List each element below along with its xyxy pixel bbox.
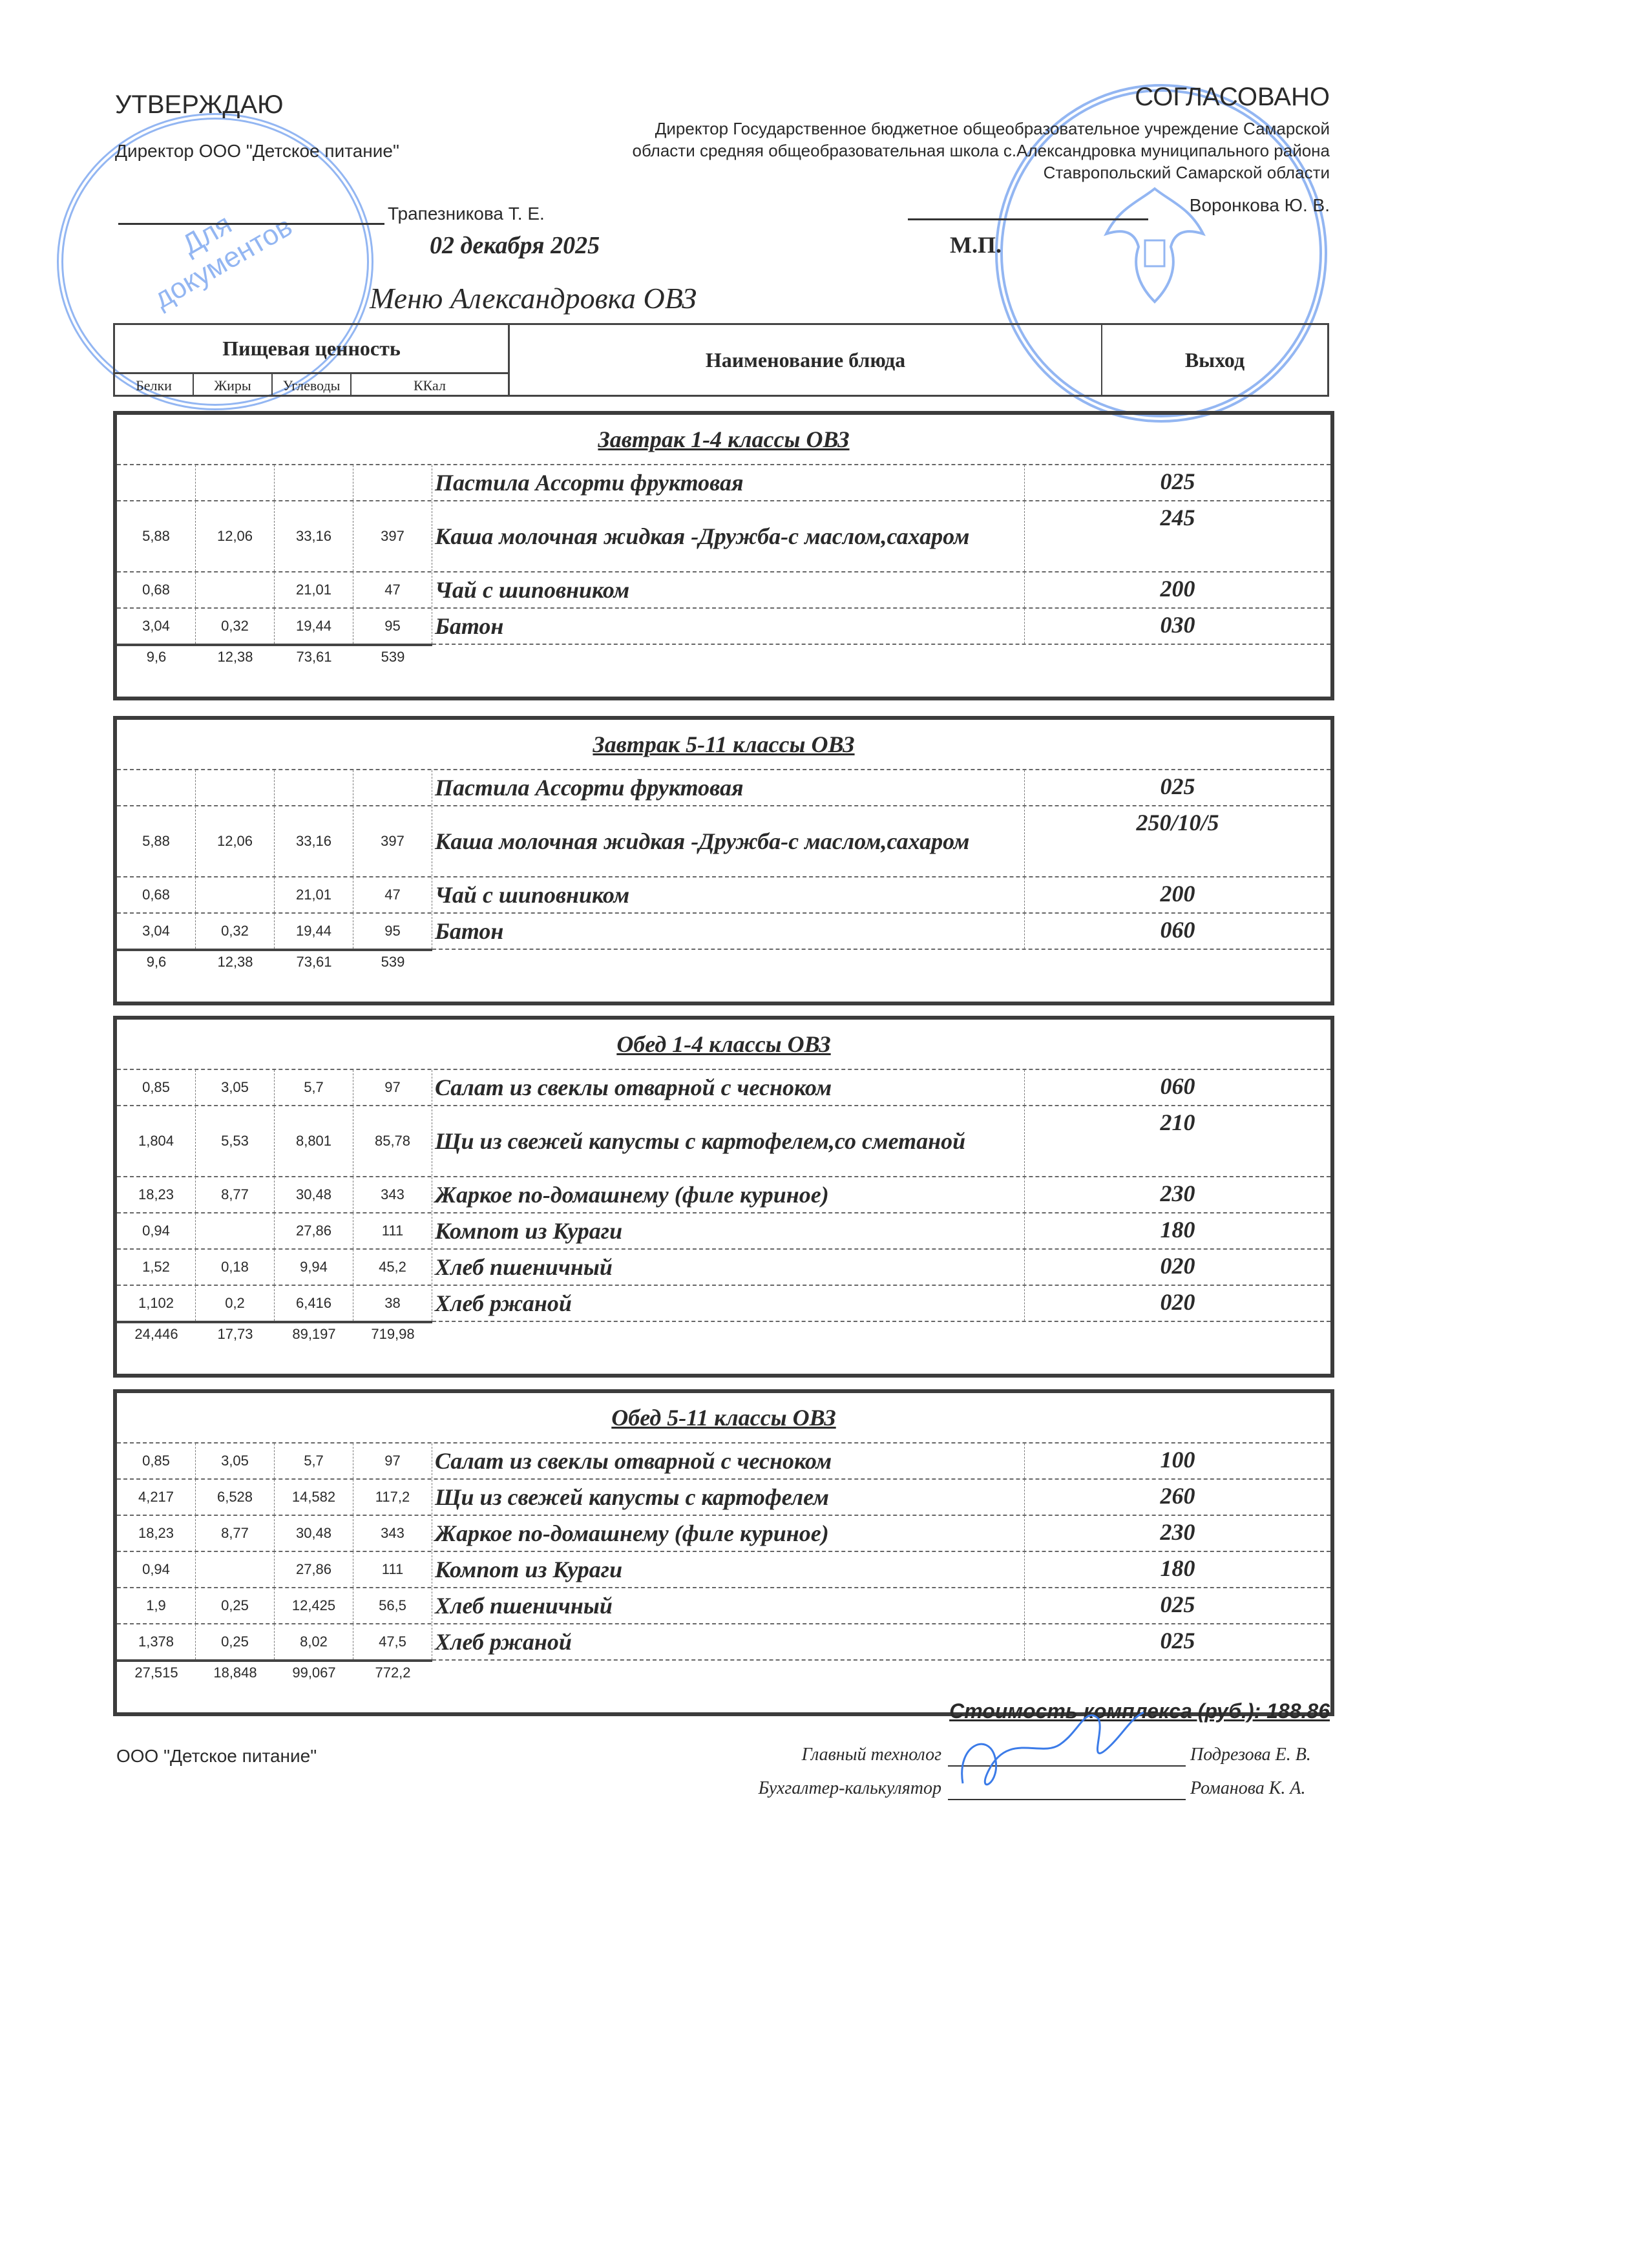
cell-fats xyxy=(196,1552,275,1587)
agreement-signature-line xyxy=(908,218,1148,220)
header-carbs: Углеводы xyxy=(273,374,352,397)
cell-carbs: 30,48 xyxy=(275,1516,353,1551)
agreement-name: Воронкова Ю. В. xyxy=(1189,195,1330,215)
total-kcal: 772,2 xyxy=(375,1664,411,1681)
total-carbs: 89,197 xyxy=(292,1326,336,1342)
table-row xyxy=(117,1069,1330,1105)
agreement-heading: СОГЛАСОВАНО xyxy=(1135,83,1330,111)
cell-fats: 0,18 xyxy=(196,1250,275,1285)
section-title xyxy=(117,1393,1330,1442)
cell-output: 030 xyxy=(1160,612,1195,638)
total-kcal: 719,98 xyxy=(371,1326,415,1342)
table-row xyxy=(117,1551,1330,1587)
cell-fats xyxy=(196,877,275,912)
cell-proteins: 0,94 xyxy=(117,1552,196,1587)
cell-fats: 12,06 xyxy=(196,501,275,571)
cell-dish-name: Хлеб ржаной xyxy=(432,1286,1025,1321)
cell-kcal xyxy=(353,465,432,500)
total-fats: 12,38 xyxy=(217,954,253,970)
cell-kcal: 47 xyxy=(353,572,432,607)
cell-output: 025 xyxy=(1160,773,1195,799)
table-row xyxy=(117,1176,1330,1212)
cell-kcal: 111 xyxy=(353,1213,432,1248)
cell-proteins: 1,102 xyxy=(117,1286,196,1321)
signature-scribble-icon xyxy=(950,1693,1157,1822)
cell-proteins: 0,68 xyxy=(117,877,196,912)
cell-carbs: 5,7 xyxy=(275,1444,353,1478)
table-row xyxy=(117,1623,1330,1659)
table-row xyxy=(117,571,1330,607)
cell-kcal: 95 xyxy=(353,609,432,644)
total-carbs: 99,067 xyxy=(292,1664,336,1681)
cell-carbs: 19,44 xyxy=(275,914,353,949)
cell-proteins xyxy=(117,770,196,805)
section-title-text: Завтрак 1-4 классы ОВЗ xyxy=(598,426,850,452)
table-row xyxy=(117,1248,1330,1285)
header-dish: Наименование блюда xyxy=(510,325,1102,395)
header-nutrition: Пищевая ценность xyxy=(115,325,510,374)
footer-organization: ООО "Детское питание" xyxy=(116,1746,317,1766)
cell-carbs: 27,86 xyxy=(275,1213,353,1248)
cell-dish-name: Жаркое по-домашнему (филе куриное) xyxy=(432,1177,1025,1212)
approval-heading: УТВЕРЖДАЮ xyxy=(115,90,284,119)
cell-dish-name: Каша молочная жидкая -Дружба-с маслом,сахаром xyxy=(432,806,1025,876)
cell-fats: 0,25 xyxy=(196,1588,275,1623)
cell-carbs: 9,94 xyxy=(275,1250,353,1285)
cell-kcal xyxy=(353,770,432,805)
totals-row xyxy=(117,949,1330,1002)
meal-section xyxy=(113,716,1334,1005)
section-title-text: Завтрак 5-11 классы ОВЗ xyxy=(593,731,855,757)
cell-carbs: 5,7 xyxy=(275,1070,353,1105)
cell-dish-name: Хлеб пшеничный xyxy=(432,1588,1025,1623)
cell-dish-name: Щи из свежей капусты с картофелем,со сметаной xyxy=(432,1106,1025,1176)
cell-output: 250/10/5 xyxy=(1136,810,1219,835)
cell-carbs xyxy=(275,465,353,500)
table-row xyxy=(117,1442,1330,1478)
total-kcal: 539 xyxy=(381,649,405,665)
cell-proteins: 1,52 xyxy=(117,1250,196,1285)
total-fats: 12,38 xyxy=(217,649,253,665)
table-row xyxy=(117,500,1330,571)
accountant-label: Бухгалтер-калькулятор xyxy=(758,1778,941,1798)
cell-proteins: 0,68 xyxy=(117,572,196,607)
table-row xyxy=(117,912,1330,949)
totals-row xyxy=(117,644,1330,697)
cell-proteins: 18,23 xyxy=(117,1177,196,1212)
cell-output: 230 xyxy=(1160,1181,1195,1206)
section-title xyxy=(117,720,1330,769)
table-row xyxy=(117,1478,1330,1515)
total-fats: 17,73 xyxy=(217,1326,253,1342)
cell-fats: 5,53 xyxy=(196,1106,275,1176)
header-proteins: Белки xyxy=(115,374,194,397)
cell-carbs: 21,01 xyxy=(275,572,353,607)
total-proteins: 24,446 xyxy=(134,1326,178,1342)
total-proteins: 9,6 xyxy=(146,954,167,970)
cell-proteins: 3,04 xyxy=(117,609,196,644)
total-kcal: 539 xyxy=(381,954,405,970)
cell-kcal: 38 xyxy=(353,1286,432,1321)
column-header xyxy=(113,323,1329,397)
table-row xyxy=(117,805,1330,876)
header-output: Выход xyxy=(1184,348,1245,372)
cell-output: 200 xyxy=(1160,881,1195,907)
cell-proteins: 1,9 xyxy=(117,1588,196,1623)
total-fats: 18,848 xyxy=(213,1664,257,1681)
cell-proteins: 0,94 xyxy=(117,1213,196,1248)
cell-kcal: 397 xyxy=(353,806,432,876)
table-row xyxy=(117,1515,1330,1551)
total-proteins: 27,515 xyxy=(134,1664,178,1681)
cell-dish-name: Батон xyxy=(432,914,1025,949)
cell-output: 025 xyxy=(1160,468,1195,494)
seal-mark: М.П. xyxy=(950,232,1002,258)
cell-dish-name: Чай с шиповником xyxy=(432,877,1025,912)
cell-output: 025 xyxy=(1160,1628,1195,1654)
cell-kcal: 47,5 xyxy=(353,1624,432,1659)
cell-kcal: 47 xyxy=(353,877,432,912)
cell-proteins: 4,217 xyxy=(117,1480,196,1515)
approval-role: Директор ООО "Детское питание" xyxy=(115,141,399,161)
total-carbs: 73,61 xyxy=(296,954,332,970)
cell-kcal: 85,78 xyxy=(353,1106,432,1176)
cell-output: 060 xyxy=(1160,917,1195,943)
table-row xyxy=(117,464,1330,500)
meal-section xyxy=(113,411,1334,700)
approval-signature-line xyxy=(118,223,384,225)
technologist-label: Главный технолог xyxy=(801,1745,941,1765)
cell-fats: 6,528 xyxy=(196,1480,275,1515)
cell-kcal: 56,5 xyxy=(353,1588,432,1623)
totals-row xyxy=(117,1321,1330,1374)
approval-name: Трапезникова Т. Е. xyxy=(388,204,545,224)
table-row xyxy=(117,876,1330,912)
cell-fats xyxy=(196,465,275,500)
cell-fats xyxy=(196,770,275,805)
table-row xyxy=(117,769,1330,805)
cell-kcal: 343 xyxy=(353,1177,432,1212)
cell-output: 210 xyxy=(1160,1109,1195,1135)
technologist-name: Подрезова Е. В. xyxy=(1190,1745,1311,1765)
cell-dish-name: Компот из Кураги xyxy=(432,1213,1025,1248)
cell-carbs: 6,416 xyxy=(275,1286,353,1321)
cell-fats: 3,05 xyxy=(196,1444,275,1478)
cell-kcal: 97 xyxy=(353,1070,432,1105)
cell-fats: 0,25 xyxy=(196,1624,275,1659)
cell-kcal: 343 xyxy=(353,1516,432,1551)
meal-section xyxy=(113,1016,1334,1378)
cell-fats: 8,77 xyxy=(196,1516,275,1551)
page-title: Меню Александровка ОВЗ xyxy=(370,282,697,315)
cell-fats: 12,06 xyxy=(196,806,275,876)
section-title xyxy=(117,1020,1330,1069)
table-row xyxy=(117,1212,1330,1248)
cell-carbs: 33,16 xyxy=(275,501,353,571)
cell-output: 100 xyxy=(1160,1447,1195,1473)
cell-kcal: 95 xyxy=(353,914,432,949)
cell-dish-name: Пастила Ассорти фруктовая xyxy=(432,465,1025,500)
cell-kcal: 111 xyxy=(353,1552,432,1587)
cell-dish-name: Щи из свежей капусты с картофелем xyxy=(432,1480,1025,1515)
table-row xyxy=(117,1105,1330,1176)
cell-carbs: 19,44 xyxy=(275,609,353,644)
cell-carbs: 14,582 xyxy=(275,1480,353,1515)
cell-carbs: 27,86 xyxy=(275,1552,353,1587)
total-carbs: 73,61 xyxy=(296,649,332,665)
cell-output: 245 xyxy=(1160,505,1195,530)
cell-fats xyxy=(196,1213,275,1248)
cell-fats: 0,32 xyxy=(196,609,275,644)
cell-dish-name: Каша молочная жидкая -Дружба-с маслом,сахаром xyxy=(432,501,1025,571)
cell-kcal: 45,2 xyxy=(353,1250,432,1285)
cell-output: 260 xyxy=(1160,1483,1195,1509)
header-kcal: ККал xyxy=(352,374,510,397)
cell-dish-name: Батон xyxy=(432,609,1025,644)
cell-carbs: 33,16 xyxy=(275,806,353,876)
cell-dish-name: Хлеб ржаной xyxy=(432,1624,1025,1659)
section-title-text: Обед 5-11 классы ОВЗ xyxy=(611,1405,836,1431)
cell-dish-name: Чай с шиповником xyxy=(432,572,1025,607)
cell-proteins xyxy=(117,465,196,500)
cell-proteins: 1,378 xyxy=(117,1624,196,1659)
cell-output: 200 xyxy=(1160,576,1195,602)
cell-kcal: 397 xyxy=(353,501,432,571)
cell-proteins: 5,88 xyxy=(117,806,196,876)
cell-dish-name: Салат из свеклы отварной с чесноком xyxy=(432,1070,1025,1105)
cell-proteins: 18,23 xyxy=(117,1516,196,1551)
cell-carbs: 8,801 xyxy=(275,1106,353,1176)
meal-section xyxy=(113,1389,1334,1716)
complex-cost: Стоимость комплекса (руб.): 188.86 xyxy=(949,1699,1330,1723)
cell-dish-name: Пастила Ассорти фруктовая xyxy=(432,770,1025,805)
section-title-text: Обед 1-4 классы ОВЗ xyxy=(616,1031,831,1057)
cell-kcal: 117,2 xyxy=(353,1480,432,1515)
table-row xyxy=(117,1285,1330,1321)
table-row xyxy=(117,607,1330,644)
cell-fats: 0,2 xyxy=(196,1286,275,1321)
total-proteins: 9,6 xyxy=(146,649,167,665)
cell-fats: 0,32 xyxy=(196,914,275,949)
cell-proteins: 1,804 xyxy=(117,1106,196,1176)
cell-output: 025 xyxy=(1160,1591,1195,1617)
table-row xyxy=(117,1587,1330,1623)
cell-dish-name: Салат из свеклы отварной с чесноком xyxy=(432,1444,1025,1478)
cell-dish-name: Компот из Кураги xyxy=(432,1552,1025,1587)
agreement-role: Директор Государственное бюджетное общеобразовательное учреждение Самарской области средняя общеобразовательная школа с.Александровка муниципального района Ставропольский Самарской области xyxy=(632,119,1330,182)
cell-carbs: 30,48 xyxy=(275,1177,353,1212)
cell-carbs: 8,02 xyxy=(275,1624,353,1659)
stamp-text: Для документов xyxy=(148,207,298,315)
cell-dish-name: Жаркое по-домашнему (филе куриное) xyxy=(432,1516,1025,1551)
cell-carbs: 12,425 xyxy=(275,1588,353,1623)
cell-dish-name: Хлеб пшеничный xyxy=(432,1250,1025,1285)
cell-fats: 8,77 xyxy=(196,1177,275,1212)
approval-date: 02 декабря 2025 xyxy=(430,232,600,259)
cell-carbs xyxy=(275,770,353,805)
cell-output: 230 xyxy=(1160,1519,1195,1545)
cell-carbs: 21,01 xyxy=(275,877,353,912)
cell-output: 020 xyxy=(1160,1289,1195,1315)
cell-kcal: 97 xyxy=(353,1444,432,1478)
cell-output: 180 xyxy=(1160,1555,1195,1581)
cell-fats: 3,05 xyxy=(196,1070,275,1105)
header-fats: Жиры xyxy=(194,374,273,397)
accountant-name: Романова К. А. xyxy=(1190,1778,1306,1798)
cell-proteins: 5,88 xyxy=(117,501,196,571)
cell-proteins: 3,04 xyxy=(117,914,196,949)
section-title xyxy=(117,415,1330,464)
cell-proteins: 0,85 xyxy=(117,1444,196,1478)
cell-fats xyxy=(196,572,275,607)
cell-output: 020 xyxy=(1160,1253,1195,1279)
cell-output: 060 xyxy=(1160,1073,1195,1099)
cell-proteins: 0,85 xyxy=(117,1070,196,1105)
cell-output: 180 xyxy=(1160,1217,1195,1243)
